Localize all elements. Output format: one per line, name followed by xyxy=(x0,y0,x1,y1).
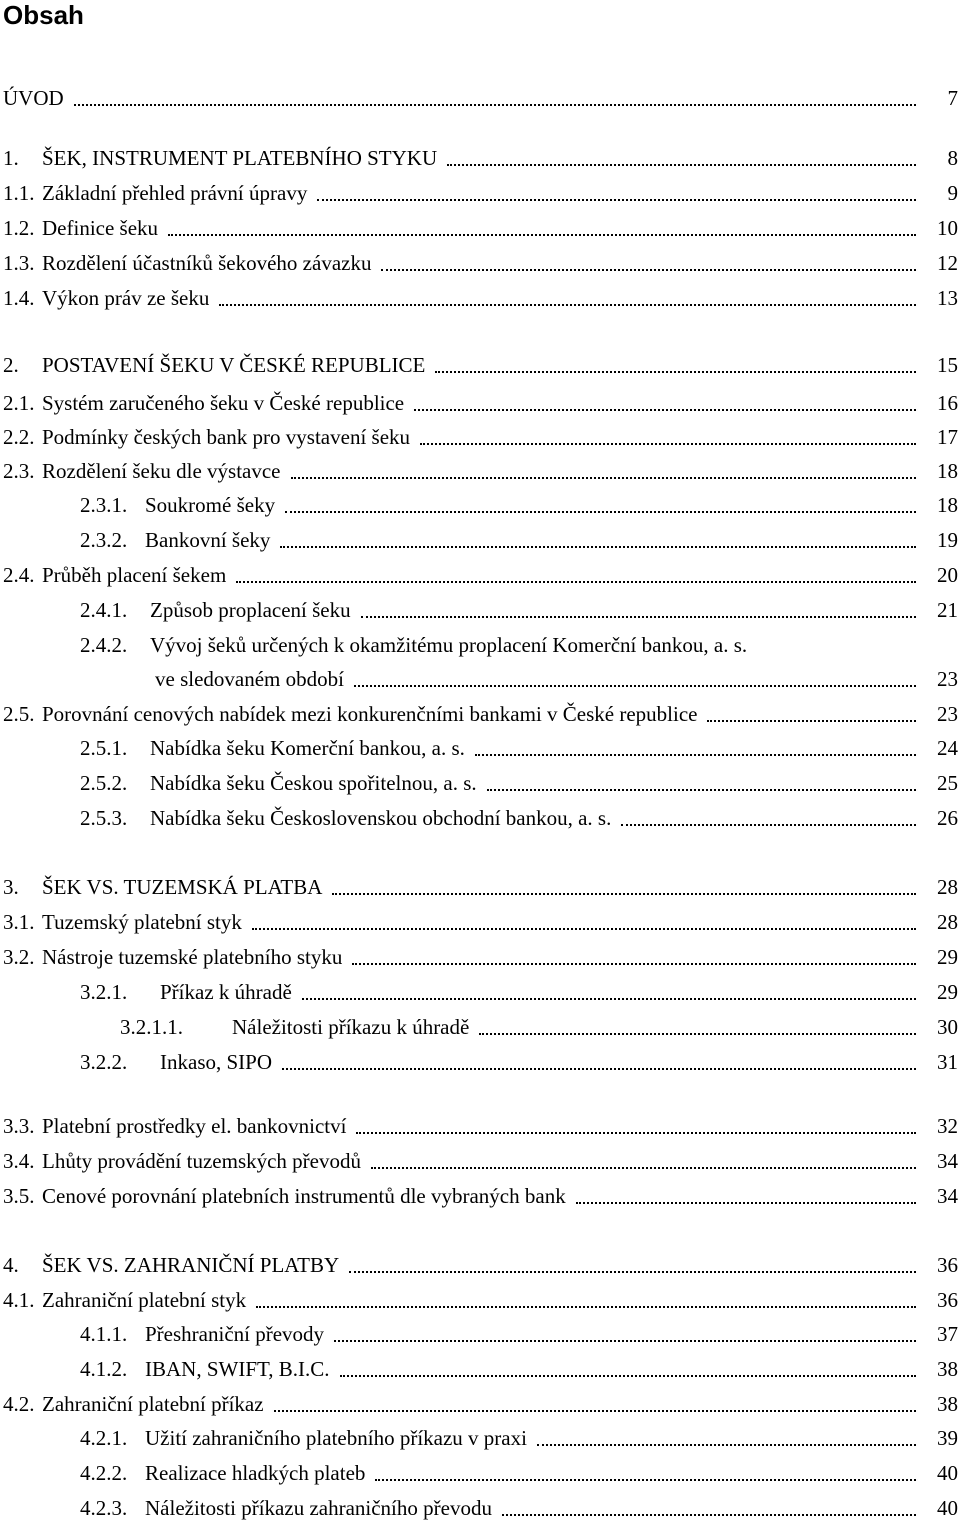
toc-page-number: 30 xyxy=(926,1012,960,1042)
toc-entry[interactable] xyxy=(0,525,960,557)
toc-entry-number: 2.3. xyxy=(3,459,35,483)
toc-leader-dots xyxy=(707,720,916,722)
toc-entry[interactable] xyxy=(0,83,960,115)
toc-entry-number: 2.3.2. xyxy=(80,528,128,552)
toc-entry-title: Systém zaručeného šeku v České republice xyxy=(42,388,408,418)
toc-entry[interactable] xyxy=(0,1423,960,1455)
toc-page-number: 40 xyxy=(926,1493,960,1523)
toc-entry-title: Soukromé šeky xyxy=(145,490,279,520)
toc-entry[interactable] xyxy=(0,1354,960,1386)
toc-page-number: 38 xyxy=(926,1389,960,1419)
toc-entry-title: Užití zahraničního platebního příkazu v praxi xyxy=(145,1423,531,1453)
toc-entry[interactable] xyxy=(0,1250,960,1282)
toc-page-number: 20 xyxy=(926,560,960,590)
toc-page-number: 8 xyxy=(926,143,960,173)
toc-leader-dots xyxy=(447,164,916,166)
toc-leader-dots xyxy=(414,409,916,411)
toc-entry[interactable] xyxy=(0,1181,960,1213)
toc-entry-title: Nabídka šeku Komerční bankou, a. s. xyxy=(150,733,469,763)
toc-leader-dots xyxy=(334,1340,916,1342)
toc-leader-dots xyxy=(349,1271,916,1273)
toc-entry[interactable] xyxy=(0,733,960,765)
toc-page-number: 23 xyxy=(926,664,960,694)
toc-page-number: 12 xyxy=(926,248,960,278)
toc-leader-dots xyxy=(317,199,916,201)
toc-page-number: 21 xyxy=(926,595,960,625)
toc-entry-number: 4. xyxy=(3,1253,19,1277)
toc-entry-number: 1. xyxy=(3,146,19,170)
toc-page-number: 18 xyxy=(926,490,960,520)
toc-entry[interactable] xyxy=(0,1493,960,1525)
toc-entry-title: Příkaz k úhradě xyxy=(160,977,296,1007)
toc-entry-number: 1.2. xyxy=(3,216,35,240)
toc-entry[interactable] xyxy=(0,630,960,662)
toc-entry-number: 4.1.1. xyxy=(80,1322,128,1346)
toc-leader-dots xyxy=(361,616,916,618)
toc-entry-title: Zahraniční platební styk xyxy=(42,1285,250,1315)
toc-leader-dots xyxy=(256,1306,916,1308)
toc-entry-number: 2.5.1. xyxy=(80,736,128,760)
toc-entry[interactable] xyxy=(0,283,960,315)
toc-entry-number: 4.2. xyxy=(3,1392,35,1416)
toc-entry[interactable] xyxy=(0,1047,960,1079)
toc-entry-number: 2.3.1. xyxy=(80,493,128,517)
toc-entry[interactable] xyxy=(0,1012,960,1044)
toc-page-number: 15 xyxy=(926,350,960,380)
toc-page-number: 28 xyxy=(926,907,960,937)
toc-entry[interactable] xyxy=(0,977,960,1009)
toc-entry-number: 4.2.1. xyxy=(80,1426,128,1450)
toc-entry-title: ŠEK VS. ZAHRANIČNÍ PLATBY xyxy=(42,1250,343,1280)
toc-page-number: 37 xyxy=(926,1319,960,1349)
toc-leader-dots xyxy=(479,1033,916,1035)
toc-leader-dots xyxy=(435,371,916,373)
toc-page-number: 13 xyxy=(926,283,960,313)
toc-leader-dots xyxy=(74,104,916,106)
toc-leader-dots xyxy=(420,443,916,445)
toc-entry[interactable] xyxy=(0,1285,960,1317)
toc-page-number: 16 xyxy=(926,388,960,418)
toc-leader-dots xyxy=(282,1068,916,1070)
toc-page-number: 36 xyxy=(926,1285,960,1315)
toc-entry-number: 3.2.2. xyxy=(80,1050,128,1074)
toc-leader-dots xyxy=(621,824,916,826)
toc-leader-dots xyxy=(302,998,916,1000)
toc-entry[interactable] xyxy=(0,595,960,627)
toc-leader-dots xyxy=(285,511,916,513)
toc-entry-number: 2.4.1. xyxy=(80,598,128,622)
toc-page-number: 26 xyxy=(926,803,960,833)
toc-entry-title: Podmínky českých bank pro vystavení šeku xyxy=(42,422,414,452)
toc-entry-number: 3.1. xyxy=(3,910,35,934)
toc-entry-title: Nabídka šeku Československou obchodní bankou, a. s. xyxy=(150,803,615,833)
toc-entry[interactable] xyxy=(0,1389,960,1421)
toc-page-number: 9 xyxy=(926,178,960,208)
toc-entry[interactable] xyxy=(0,803,960,835)
toc-entry[interactable] xyxy=(0,213,960,245)
toc-entry[interactable] xyxy=(0,1146,960,1178)
toc-page-number: 24 xyxy=(926,733,960,763)
toc-leader-dots xyxy=(252,928,916,930)
toc-entry-number: 4.2.3. xyxy=(80,1496,128,1520)
toc-entry[interactable] xyxy=(0,699,960,731)
toc-entry[interactable] xyxy=(0,350,960,382)
page-title: Obsah xyxy=(3,0,84,30)
toc-leader-dots xyxy=(219,304,916,306)
toc-leader-dots xyxy=(375,1479,916,1481)
toc-entry[interactable] xyxy=(0,1319,960,1351)
toc-entry[interactable] xyxy=(0,1458,960,1490)
toc-page-number: 18 xyxy=(926,456,960,486)
toc-entry-number: 2.4. xyxy=(3,563,35,587)
toc-entry-title: Bankovní šeky xyxy=(145,525,274,555)
toc-leader-dots xyxy=(280,546,916,548)
toc-page-number: 17 xyxy=(926,422,960,452)
toc-entry-title: Realizace hladkých plateb xyxy=(145,1458,369,1488)
toc-leader-dots xyxy=(502,1514,916,1516)
toc-entry-title: Základní přehled právní úpravy xyxy=(42,178,311,208)
toc-leader-dots xyxy=(274,1410,916,1412)
toc-page-number: 7 xyxy=(926,83,960,113)
toc-leader-dots xyxy=(340,1375,916,1377)
toc-entry-number: 2.5. xyxy=(3,702,35,726)
toc-leader-dots xyxy=(352,963,916,965)
toc-entry[interactable] xyxy=(0,1111,960,1143)
toc-entry[interactable] xyxy=(0,143,960,175)
toc-entry[interactable] xyxy=(0,388,960,420)
toc-entry-number: 2.2. xyxy=(3,425,35,449)
toc-entry-number: 2.5.3. xyxy=(80,806,128,830)
toc-entry-number: 2. xyxy=(3,353,19,377)
toc-page-number: 25 xyxy=(926,768,960,798)
toc-leader-dots xyxy=(381,269,916,271)
toc-entry-title: Tuzemský platební styk xyxy=(42,907,246,937)
toc-entry-number: 3.2. xyxy=(3,945,35,969)
toc-entry[interactable] xyxy=(0,768,960,800)
toc-entry-title: Zahraniční platební příkaz xyxy=(42,1389,268,1419)
toc-page-number: 10 xyxy=(926,213,960,243)
toc-page-number: 29 xyxy=(926,942,960,972)
toc-leader-dots xyxy=(537,1444,916,1446)
toc-page-number: 31 xyxy=(926,1047,960,1077)
toc-entry-title: Způsob proplacení šeku xyxy=(150,595,355,625)
toc-page-number: 39 xyxy=(926,1423,960,1453)
toc-entry[interactable] xyxy=(0,422,960,454)
toc-entry-title: POSTAVENÍ ŠEKU V ČESKÉ REPUBLICE xyxy=(42,350,429,380)
toc-entry[interactable] xyxy=(0,560,960,592)
toc-entry-title: Vývoj šeků určených k okamžitému proplacení Komerční bankou, a. s. xyxy=(150,630,751,660)
toc-entry-number: 3. xyxy=(3,875,19,899)
toc-entry-title: IBAN, SWIFT, B.I.C. xyxy=(145,1354,334,1384)
toc-entry-number: 1.1. xyxy=(3,181,35,205)
toc-entry[interactable] xyxy=(0,664,960,696)
toc-entry-title: ŠEK, INSTRUMENT PLATEBNÍHO STYKU xyxy=(42,143,441,173)
toc-entry-number: 3.2.1.1. xyxy=(120,1015,183,1039)
toc-entry-number: 2.5.2. xyxy=(80,771,128,795)
toc-entry-title: ve sledovaném období xyxy=(155,664,348,694)
toc-page-number: 32 xyxy=(926,1111,960,1141)
toc-page-number: 28 xyxy=(926,872,960,902)
toc-entry-title: Inkaso, SIPO xyxy=(160,1047,276,1077)
toc-entry-title: Cenové porovnání platebních instrumentů dle vybraných bank xyxy=(42,1181,570,1211)
toc-entry-number: 3.3. xyxy=(3,1114,35,1138)
toc-leader-dots xyxy=(332,893,916,895)
toc-entry-number: 1.4. xyxy=(3,286,35,310)
toc-leader-dots xyxy=(356,1132,916,1134)
toc-entry-number: 3.5. xyxy=(3,1184,35,1208)
toc-entry-number: 4.2.2. xyxy=(80,1461,128,1485)
toc-page-number: 40 xyxy=(926,1458,960,1488)
toc-entry[interactable] xyxy=(0,872,960,904)
toc-entry-number: 4.1.2. xyxy=(80,1357,128,1381)
toc-page-number: 23 xyxy=(926,699,960,729)
toc-page-number: 36 xyxy=(926,1250,960,1280)
toc-entry-title: Platební prostředky el. bankovnictví xyxy=(42,1111,350,1141)
toc-leader-dots xyxy=(291,477,916,479)
toc-entry[interactable] xyxy=(0,490,960,522)
toc-entry[interactable] xyxy=(0,248,960,280)
toc-page-number: 34 xyxy=(926,1181,960,1211)
toc-entry-title: Porovnání cenových nabídek mezi konkurenčními bankami v České republice xyxy=(42,699,701,729)
toc-page-number: 34 xyxy=(926,1146,960,1176)
toc-entry-title: Přeshraniční převody xyxy=(145,1319,328,1349)
toc-entry-title: Nástroje tuzemské platebního styku xyxy=(42,942,346,972)
toc-leader-dots xyxy=(371,1167,916,1169)
toc-entry-number: 3.4. xyxy=(3,1149,35,1173)
toc-leader-dots xyxy=(354,685,916,687)
toc-entry-title: Průběh placení šekem xyxy=(42,560,230,590)
toc-entry-title: Náležitosti příkazu zahraničního převodu xyxy=(145,1493,496,1523)
toc-entry-title: Rozdělení účastníků šekového závazku xyxy=(42,248,375,278)
toc-entry-title: Výkon práv ze šeku xyxy=(42,283,213,313)
toc-page-number: 29 xyxy=(926,977,960,1007)
toc-entry[interactable] xyxy=(0,907,960,939)
toc-entry-number: 3.2.1. xyxy=(80,980,128,1004)
toc-entry-title: Rozdělení šeku dle výstavce xyxy=(42,456,285,486)
toc-entry-number: 2.1. xyxy=(3,391,35,415)
toc-page-number: 38 xyxy=(926,1354,960,1384)
toc-page-number: 19 xyxy=(926,525,960,555)
toc-leader-dots xyxy=(236,581,916,583)
toc-leader-dots xyxy=(576,1202,916,1204)
toc-entry-title: Definice šeku xyxy=(42,213,162,243)
toc-entry-title: Náležitosti příkazu k úhradě xyxy=(232,1012,473,1042)
toc-leader-dots xyxy=(475,754,916,756)
toc-leader-dots xyxy=(487,789,916,791)
toc-entry-number: 2.4.2. xyxy=(80,633,128,657)
toc-leader-dots xyxy=(168,234,916,236)
toc-entry[interactable] xyxy=(0,456,960,488)
toc-entry-title: Lhůty provádění tuzemských převodů xyxy=(42,1146,365,1176)
toc-entry-title: ŠEK VS. TUZEMSKÁ PLATBA xyxy=(42,872,326,902)
toc-entry-number: 4.1. xyxy=(3,1288,35,1312)
toc-entry[interactable] xyxy=(0,178,960,210)
toc-entry-title: Nabídka šeku Českou spořitelnou, a. s. xyxy=(150,768,481,798)
toc-entry-number: 1.3. xyxy=(3,251,35,275)
toc-entry[interactable] xyxy=(0,942,960,974)
toc-entry-number: ÚVOD xyxy=(3,86,64,110)
